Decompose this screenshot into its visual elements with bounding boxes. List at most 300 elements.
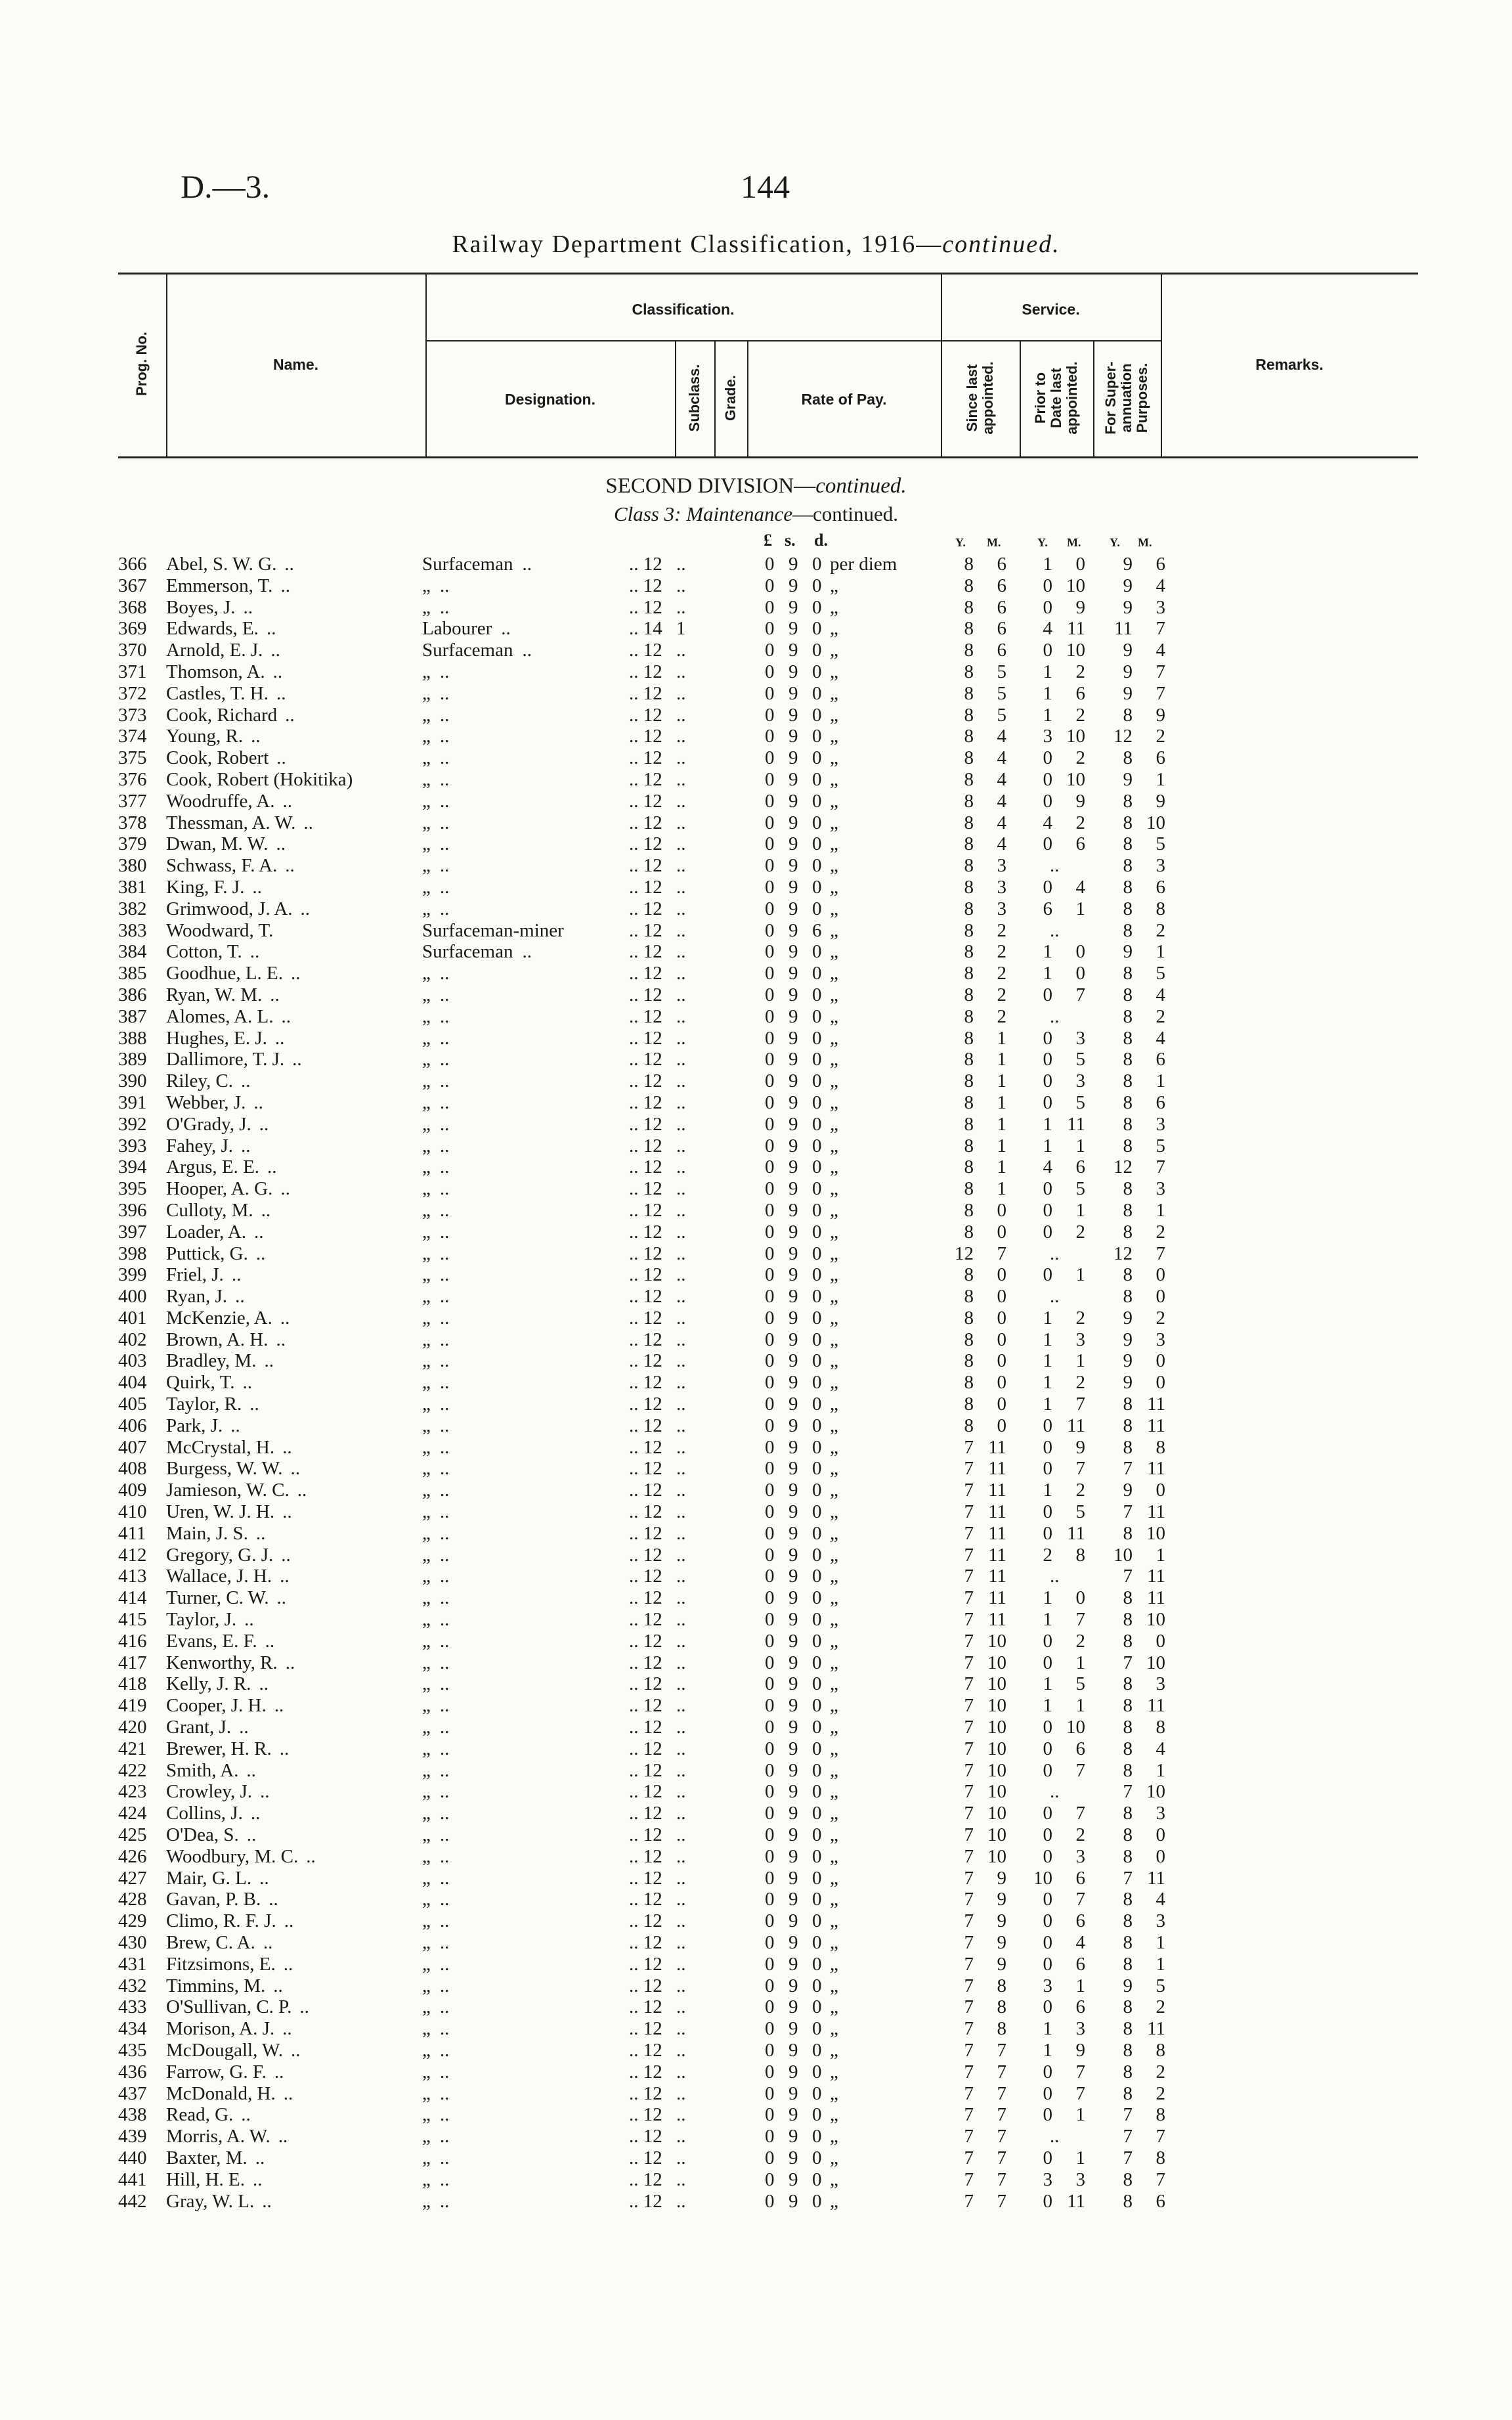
- name-leader-dots: ..: [255, 1243, 266, 1264]
- subclass: .. 12: [629, 898, 662, 919]
- employee-name: [166, 1910, 293, 1932]
- name-leader-dots: ..: [253, 1091, 263, 1113]
- name-leader-dots: ..: [254, 1221, 264, 1243]
- name-leader-dots: ..: [281, 1544, 291, 1566]
- designation-leader-dots: ..: [439, 1350, 450, 1372]
- designation: [422, 1070, 449, 1092]
- designation-leader-dots: ..: [439, 1436, 450, 1458]
- prog-no: 418: [118, 1673, 147, 1695]
- pay-period: „: [830, 898, 838, 919]
- table-row: 376 Cook, Robert (Hokitika) „ .. .. 12 .. 0 9 0 „ 8 4 0 10 9 1: [118, 768, 1165, 790]
- designation-text: „: [422, 1307, 431, 1329]
- name-leader-dots: ..: [300, 898, 311, 919]
- employee-name: [166, 1458, 300, 1480]
- designation: [422, 1932, 449, 1954]
- designation-text: „: [422, 1394, 431, 1415]
- subclass-dots: ..: [676, 855, 686, 877]
- employee-name-text: Brew, C. A.: [166, 1932, 255, 1953]
- table-row: 436 Farrow, G. F. .. „ .. .. 12 .. 0 9 0 „ 7 7 0 7 8 2: [118, 2061, 1165, 2082]
- designation-leader-dots: ..: [439, 812, 450, 833]
- pay-period: „: [830, 1221, 838, 1243]
- pay-period: „: [830, 1135, 838, 1156]
- name-leader-dots: ..: [246, 1759, 256, 1781]
- subclass: .. 12: [629, 1695, 662, 1717]
- name-leader-dots: ..: [269, 1889, 278, 1910]
- employee-name: [166, 705, 295, 726]
- designation-leader-dots: ..: [439, 1759, 450, 1781]
- employee-name: [166, 1631, 274, 1652]
- designation-leader-dots: ..: [439, 963, 450, 984]
- designation-leader-dots: ..: [439, 1307, 450, 1329]
- designation-text: „: [422, 1372, 431, 1394]
- employee-name-text: Woodruffe, A.: [166, 790, 275, 812]
- employee-name: [166, 769, 360, 791]
- prog-no: 424: [118, 1803, 147, 1824]
- pay-period: „: [830, 1996, 838, 2018]
- table-row: 433 O'Sullivan, C. P. .. „ .. .. 12 .. 0 9 0 „ 7 8 0 6 8 2: [118, 1996, 1165, 2018]
- header-top-rule: [118, 273, 1418, 275]
- prog-no: 438: [118, 2104, 147, 2126]
- name-leader-dots: ..: [284, 1910, 294, 1932]
- table-row: 398 Puttick, G. .. „ .. .. 12 .. 0 9 0 „ 12 7 .. 12 7: [118, 1243, 1165, 1264]
- subclass-dots: ..: [676, 747, 686, 769]
- table-row: 442 Gray, W. L. .. „ .. .. 12 .. 0 9 0 „ 7 7 0 11 8 6: [118, 2190, 1165, 2212]
- designation-leader-dots: ..: [439, 1652, 450, 1673]
- prog-no: 431: [118, 1953, 147, 1975]
- subclass: .. 12: [629, 1005, 662, 1027]
- table-row: 405 Taylor, R. .. „ .. .. 12 .. 0 9 0 „ 8 0 1 7 8 11: [118, 1394, 1165, 1415]
- employee-name: [166, 2169, 263, 2191]
- subclass-dots: ..: [676, 1845, 686, 1867]
- prog-no: 399: [118, 1264, 147, 1286]
- pay-period: „: [830, 768, 838, 790]
- designation: [422, 1178, 449, 1200]
- name-leader-dots: ..: [255, 2147, 265, 2168]
- prog-no: 442: [118, 2190, 147, 2212]
- name-leader-dots: ..: [255, 1522, 266, 1544]
- designation-text: „: [422, 1156, 431, 1178]
- designation-leader-dots: ..: [439, 2126, 450, 2147]
- subclass: .. 12: [629, 812, 662, 833]
- employee-name-text: Park, J.: [166, 1415, 223, 1436]
- pay-period: „: [830, 2061, 838, 2082]
- employee-name-text: Abel, S. W. G.: [166, 554, 277, 575]
- subclass-dots: ..: [676, 1350, 686, 1372]
- prog-no: 378: [118, 812, 147, 833]
- subclass: .. 12: [629, 1889, 662, 1910]
- designation-leader-dots: ..: [439, 2018, 450, 2040]
- subclass: .. 12: [629, 2147, 662, 2168]
- table-row: 410 Uren, W. J. H. .. „ .. .. 12 .. 0 9 0 „ 7 11 0 5 7 11: [118, 1501, 1165, 1523]
- pay-period: „: [830, 1156, 838, 1178]
- prog-no: 366: [118, 554, 147, 575]
- prog-no: 402: [118, 1329, 147, 1350]
- subclass-dots: ..: [676, 2126, 686, 2147]
- table-row: 392 O'Grady, J. .. „ .. .. 12 .. 0 9 0 „ 8 1 1 11 8 3: [118, 1113, 1165, 1135]
- subclass: .. 12: [629, 1566, 662, 1587]
- designation: [422, 1868, 449, 1889]
- employee-name-text: Morison, A. J.: [166, 2018, 275, 2040]
- name-leader-dots: ..: [292, 1049, 302, 1070]
- employee-name-text: Fahey, J.: [166, 1135, 234, 1156]
- subclass-dots: ..: [676, 812, 686, 833]
- pay-period: „: [830, 941, 838, 963]
- prog-no: 428: [118, 1889, 147, 1910]
- subclass: .. 12: [629, 704, 662, 726]
- name-leader-dots: ..: [230, 1415, 240, 1436]
- pay-period: „: [830, 1458, 838, 1480]
- designation-leader-dots: ..: [439, 1049, 450, 1070]
- employee-name-text: Arnold, E. J.: [166, 640, 263, 661]
- employee-name-text: McKenzie, A.: [166, 1307, 272, 1329]
- prog-no: 420: [118, 1717, 147, 1738]
- designation: [422, 2104, 449, 2126]
- table-row: 423 Crowley, J. .. „ .. .. 12 .. 0 9 0 „ 7 10 .. 7 10: [118, 1781, 1165, 1803]
- designation-text: „: [422, 1630, 431, 1652]
- subclass-dots: ..: [676, 1091, 686, 1113]
- designation-text: „: [422, 1350, 431, 1372]
- designation-text: „: [422, 2061, 431, 2082]
- pay-period: „: [830, 855, 838, 877]
- prog-no: 388: [118, 1027, 147, 1049]
- prog-no: 390: [118, 1070, 147, 1092]
- pay-period: „: [830, 1673, 838, 1695]
- subclass-dots: ..: [676, 1156, 686, 1178]
- employee-name: [166, 963, 301, 984]
- designation: [422, 1221, 449, 1243]
- employee-name-text: McDougall, W.: [166, 2039, 284, 2061]
- table-body: [0, 554, 1512, 2212]
- designation-text: „: [422, 963, 431, 984]
- page-title: [0, 230, 1512, 259]
- col-divider-name: [425, 273, 427, 456]
- table-row: 441 Hill, H. E. .. „ .. .. 12 .. 0 9 0 „ 7 7 3 3 8 7: [118, 2168, 1165, 2190]
- subclass: .. 12: [629, 596, 662, 618]
- table-row: 396 Culloty, M. .. „ .. .. 12 .. 0 9 0 „ 8 0 0 1 8 1: [118, 1199, 1165, 1221]
- employee-name: [166, 1049, 302, 1070]
- designation: [422, 877, 449, 898]
- subclass-dots: ..: [676, 1975, 686, 1996]
- name-leader-dots: ..: [260, 1781, 270, 1803]
- employee-name: [166, 791, 292, 812]
- subclass-dots: ..: [676, 1996, 686, 2018]
- designation-leader-dots: ..: [439, 1975, 450, 1996]
- col-divider-since: [1020, 340, 1021, 456]
- employee-name-text: Dallimore, T. J.: [166, 1049, 285, 1070]
- subclass-dots: ..: [676, 984, 686, 1005]
- prog-no: 430: [118, 1932, 147, 1953]
- table-row: 374 Young, R. .. „ .. .. 12 .. 0 9 0 „ 8 4 3 10 12 2: [118, 726, 1165, 747]
- pay-period: „: [830, 1953, 838, 1975]
- prog-no: 375: [118, 747, 147, 769]
- subclass-dots: ..: [676, 1027, 686, 1049]
- employee-name: [166, 2191, 272, 2212]
- subclass-dots: ..: [676, 1738, 686, 1759]
- pay-period: „: [830, 1695, 838, 1717]
- pay-period: „: [830, 1781, 838, 1803]
- employee-name-text: Hill, H. E.: [166, 2168, 246, 2190]
- employee-name-text: King, F. J.: [166, 876, 245, 898]
- employee-name: [166, 1652, 295, 1674]
- designation-leader-dots: ..: [439, 1501, 450, 1523]
- name-leader-dots: ..: [250, 1803, 261, 1824]
- designation-text: „: [422, 1717, 431, 1738]
- designation-leader-dots: ..: [439, 2190, 450, 2212]
- employee-name-text: Culloty, M.: [166, 1199, 253, 1221]
- subclass-dots: ..: [676, 1566, 686, 1587]
- subclass: .. 12: [629, 2168, 662, 2190]
- employee-name: [166, 683, 286, 705]
- subclass-dots: ..: [676, 704, 686, 726]
- name-leader-dots: ..: [274, 1695, 284, 1717]
- subclass: .. 12: [629, 1652, 662, 1673]
- employee-name-text: Argus, E. E.: [166, 1156, 260, 1178]
- designation-leader-dots: ..: [439, 1932, 450, 1953]
- subclass: .. 12: [629, 1522, 662, 1544]
- prog-no: 410: [118, 1501, 147, 1523]
- employee-name-text: Read, G.: [166, 2104, 234, 2126]
- table-row: 439 Morris, A. W. .. „ .. .. 12 .. 0 9 0 „ 7 7 .. 7 7: [118, 2126, 1165, 2147]
- designation: [422, 1243, 449, 1265]
- pay-period: „: [830, 1501, 838, 1523]
- employee-name: [166, 1501, 292, 1523]
- name-leader-dots: ..: [259, 1867, 269, 1889]
- table-row: 388 Hughes, E. J. .. „ .. .. 12 .. 0 9 0 „ 8 1 0 3 8 4: [118, 1027, 1165, 1049]
- designation-text: „: [422, 1652, 431, 1673]
- name-leader-dots: ..: [280, 1307, 290, 1329]
- prog-no: 377: [118, 790, 147, 812]
- subclass-dots: ..: [676, 661, 686, 682]
- name-leader-dots: ..: [297, 1480, 307, 1501]
- table-row: 428 Gavan, P. B. .. „ .. .. 12 .. 0 9 0 „ 7 9 0 7 8 4: [118, 1889, 1165, 1910]
- prog-no: 407: [118, 1436, 147, 1458]
- subclass: .. 12: [629, 833, 662, 855]
- prog-no: 405: [118, 1394, 147, 1415]
- subclass: .. 12: [629, 1199, 662, 1221]
- table-row: 377 Woodruffe, A. .. „ .. .. 12 .. 0 9 0 „ 8 4 0 9 8 9: [118, 790, 1165, 812]
- subclass-dots: ..: [676, 575, 686, 596]
- table-row: 432 Timmins, M. .. „ .. .. 12 .. 0 9 0 „ 7 8 3 1 9 5: [118, 1975, 1165, 1996]
- employee-name: [166, 812, 313, 834]
- subclass-dots: ..: [676, 2147, 686, 2168]
- employee-name: [166, 1243, 265, 1265]
- designation-text: „: [422, 1436, 431, 1458]
- table-row: 438 Read, G. .. „ .. .. 12 .. 0 9 0 „ 7 7 0 1 7 8: [118, 2104, 1165, 2126]
- name-leader-dots: ..: [285, 1652, 295, 1673]
- pay-period: „: [830, 919, 838, 941]
- designation: [422, 1545, 449, 1566]
- employee-name-text: Gregory, G. J.: [166, 1544, 274, 1566]
- name-leader-dots: ..: [244, 1609, 254, 1631]
- table-row: 387 Alomes, A. L. .. „ .. .. 12 .. 0 9 0 „ 8 2 .. 8 2: [118, 1005, 1165, 1027]
- name-leader-dots: ..: [281, 1005, 292, 1027]
- employee-name-text: Morris, A. W.: [166, 2126, 270, 2147]
- table-row: 437 McDonald, H. .. „ .. .. 12 .. 0 9 0 „ 7 7 0 7 8 2: [118, 2082, 1165, 2104]
- pay-period: „: [830, 1350, 838, 1372]
- employee-name-text: Loader, A.: [166, 1221, 247, 1243]
- designation: [422, 1092, 449, 1114]
- col-divider-prior: [1093, 340, 1094, 456]
- designation-leader-dots: ..: [439, 2168, 450, 2190]
- pay-period: „: [830, 2082, 838, 2104]
- subclass-dots: ..: [676, 1329, 686, 1350]
- designation-text: „: [422, 2147, 431, 2168]
- pay-period: „: [830, 1738, 838, 1759]
- prog-no: 437: [118, 2082, 147, 2104]
- designation-leader-dots: ..: [439, 1005, 450, 1027]
- subclass-dots: ..: [676, 2104, 686, 2126]
- employee-name-text: Kenworthy, R.: [166, 1652, 278, 1673]
- subclass: .. 12: [629, 575, 662, 596]
- prog-no: 389: [118, 1049, 147, 1070]
- designation-leader-dots: ..: [439, 833, 450, 855]
- pay-period: „: [830, 726, 838, 747]
- designation-leader-dots: ..: [439, 2082, 450, 2104]
- subclass: .. 12: [629, 855, 662, 877]
- pay-period: „: [830, 1329, 838, 1350]
- division-heading: [0, 474, 1512, 498]
- designation-text: „: [422, 1738, 431, 1759]
- prog-no: 419: [118, 1695, 147, 1717]
- header-rate-of-pay: Rate of Pay.: [801, 391, 887, 408]
- designation-text: „: [422, 1135, 431, 1156]
- subclass: .. 12: [629, 2018, 662, 2040]
- designation: [422, 1006, 449, 1028]
- employee-name-text: Woodward, T.: [166, 919, 274, 941]
- employee-name-text: Jamieson, W. C.: [166, 1480, 290, 1501]
- pay-period: „: [830, 1652, 838, 1673]
- employee-name-text: O'Sullivan, C. P.: [166, 1996, 292, 2018]
- employee-name-text: Cook, Richard: [166, 704, 278, 726]
- prog-no: 440: [118, 2147, 147, 2168]
- employee-name-text: Uren, W. J. H.: [166, 1501, 275, 1523]
- designation-leader-dots: ..: [439, 661, 450, 682]
- name-leader-dots: ..: [285, 855, 295, 877]
- table-row: 385 Goodhue, L. E. .. „ .. .. 12 .. 0 9 0 „ 8 2 1 0 8 5: [118, 963, 1165, 984]
- employee-name: [166, 2104, 251, 2126]
- prog-no: 427: [118, 1867, 147, 1889]
- subclass: .. 12: [629, 1415, 662, 1436]
- designation-text: „: [422, 661, 431, 682]
- pay-period: „: [830, 1803, 838, 1824]
- class-heading: [0, 502, 1512, 526]
- subclass: .. 12: [629, 876, 662, 898]
- employee-name-text: Cooper, J. H.: [166, 1695, 267, 1717]
- designation-text: „: [422, 855, 431, 877]
- prog-no: 435: [118, 2039, 147, 2061]
- subclass-dots: ..: [676, 1372, 686, 1394]
- subclass: .. 12: [629, 640, 662, 661]
- subclass-dots: ..: [676, 1910, 686, 1932]
- employee-name-text: Kelly, J. R.: [166, 1673, 251, 1695]
- designation-text: „: [422, 2104, 431, 2126]
- subclass: .. 12: [629, 1480, 662, 1501]
- header-for-superannuation: For Super-annuation Purposes.: [1102, 361, 1150, 435]
- employee-name: [166, 1264, 241, 1286]
- pay-period: „: [830, 1544, 838, 1566]
- subclass-dots: ..: [676, 1394, 686, 1415]
- employee-name-text: Cotton, T.: [166, 941, 242, 963]
- subclass-dots: ..: [676, 876, 686, 898]
- pay-period: „: [830, 747, 838, 769]
- subclass: .. 12: [629, 1135, 662, 1156]
- name-leader-dots: ..: [291, 963, 301, 984]
- designation: [422, 1652, 449, 1674]
- table-row: 393 Fahey, J. .. „ .. .. 12 .. 0 9 0 „ 8 1 1 1 8 5: [118, 1135, 1165, 1156]
- employee-name-text: Webber, J.: [166, 1091, 246, 1113]
- designation-leader-dots: ..: [439, 1738, 450, 1759]
- employee-name-text: Crowley, J.: [166, 1781, 253, 1803]
- page-number: 144: [741, 168, 790, 205]
- employee-name-text: Gray, W. L.: [166, 2190, 255, 2212]
- subclass: .. 12: [629, 1027, 662, 1049]
- designation-leader-dots: ..: [439, 1953, 450, 1975]
- header-remarks: Remarks.: [1255, 356, 1324, 373]
- pay-period: per diem: [830, 554, 897, 575]
- designation-text: „: [422, 704, 431, 726]
- table-row: 419 Cooper, J. H. .. „ .. .. 12 .. 0 9 0 „ 7 10 1 1 8 11: [118, 1695, 1165, 1717]
- subclass-dots: ..: [676, 1049, 686, 1070]
- designation: [422, 640, 532, 661]
- pay-period: „: [830, 1415, 838, 1436]
- subclass: .. 12: [629, 1975, 662, 1996]
- designation: [422, 2126, 449, 2147]
- prog-no: 392: [118, 1113, 147, 1135]
- name-leader-dots: ..: [239, 1717, 249, 1738]
- employee-name: [166, 575, 290, 597]
- name-leader-dots: ..: [272, 661, 283, 682]
- employee-name-text: Wallace, J. H.: [166, 1566, 272, 1587]
- prog-no: 383: [118, 919, 147, 941]
- employee-name: [166, 1480, 307, 1501]
- name-leader-dots: ..: [276, 682, 286, 704]
- employee-name: [166, 661, 282, 683]
- name-leader-dots: ..: [282, 790, 292, 812]
- header-bottom-rule: [118, 456, 1418, 458]
- table-row: 366 Abel, S. W. G. .. Surfaceman .. .. 12 .. 0 9 0 per diem 8 6 1 0 9 6: [118, 554, 1165, 575]
- subclass-dots: ..: [676, 1953, 686, 1975]
- pay-period: „: [830, 1113, 838, 1135]
- employee-name: [166, 1760, 256, 1782]
- employee-name: [166, 1932, 272, 1954]
- designation-leader-dots: ..: [439, 1717, 450, 1738]
- table-row: 404 Quirk, T. .. „ .. .. 12 .. 0 9 0 „ 8 0 1 2 9 0: [118, 1372, 1165, 1394]
- header-prior-to-date: Prior to Date last appointed.: [1032, 361, 1080, 435]
- prog-no: 422: [118, 1759, 147, 1781]
- designation-text: „: [422, 596, 431, 618]
- table-row: 406 Park, J. .. „ .. .. 12 .. 0 9 0 „ 8 0 0 11 8 11: [118, 1415, 1165, 1436]
- name-leader-dots: ..: [249, 941, 260, 963]
- table-row: 407 McCrystal, H. .. „ .. .. 12 .. 0 9 0 „ 7 11 0 9 8 8: [118, 1436, 1165, 1458]
- prog-no: 429: [118, 1910, 147, 1932]
- name-leader-dots: ..: [263, 1932, 273, 1953]
- employee-name-text: Farrow, G. F.: [166, 2061, 267, 2082]
- employee-name: [166, 1178, 290, 1200]
- pay-period: „: [830, 1091, 838, 1113]
- employee-name-text: Puttick, G.: [166, 1243, 248, 1264]
- designation-leader-dots: ..: [439, 1156, 450, 1178]
- prog-no: 416: [118, 1630, 147, 1652]
- table-row: 435 McDougall, W. .. „ .. .. 12 .. 0 9 0 „ 7 7 1 9 8 8: [118, 2039, 1165, 2061]
- table-row: 422 Smith, A. .. „ .. .. 12 .. 0 9 0 „ 7 10 0 7 8 1: [118, 1759, 1165, 1781]
- designation-text: „: [422, 1286, 431, 1308]
- header-service: Service.: [1022, 301, 1080, 318]
- employee-name: [166, 1114, 269, 1135]
- designation-text: „: [422, 790, 431, 812]
- table-row: 386 Ryan, W. M. .. „ .. .. 12 .. 0 9 0 „ 8 2 0 7 8 4: [118, 984, 1165, 1005]
- pay-period: „: [830, 1178, 838, 1200]
- designation-leader-dots: ..: [439, 1889, 450, 1910]
